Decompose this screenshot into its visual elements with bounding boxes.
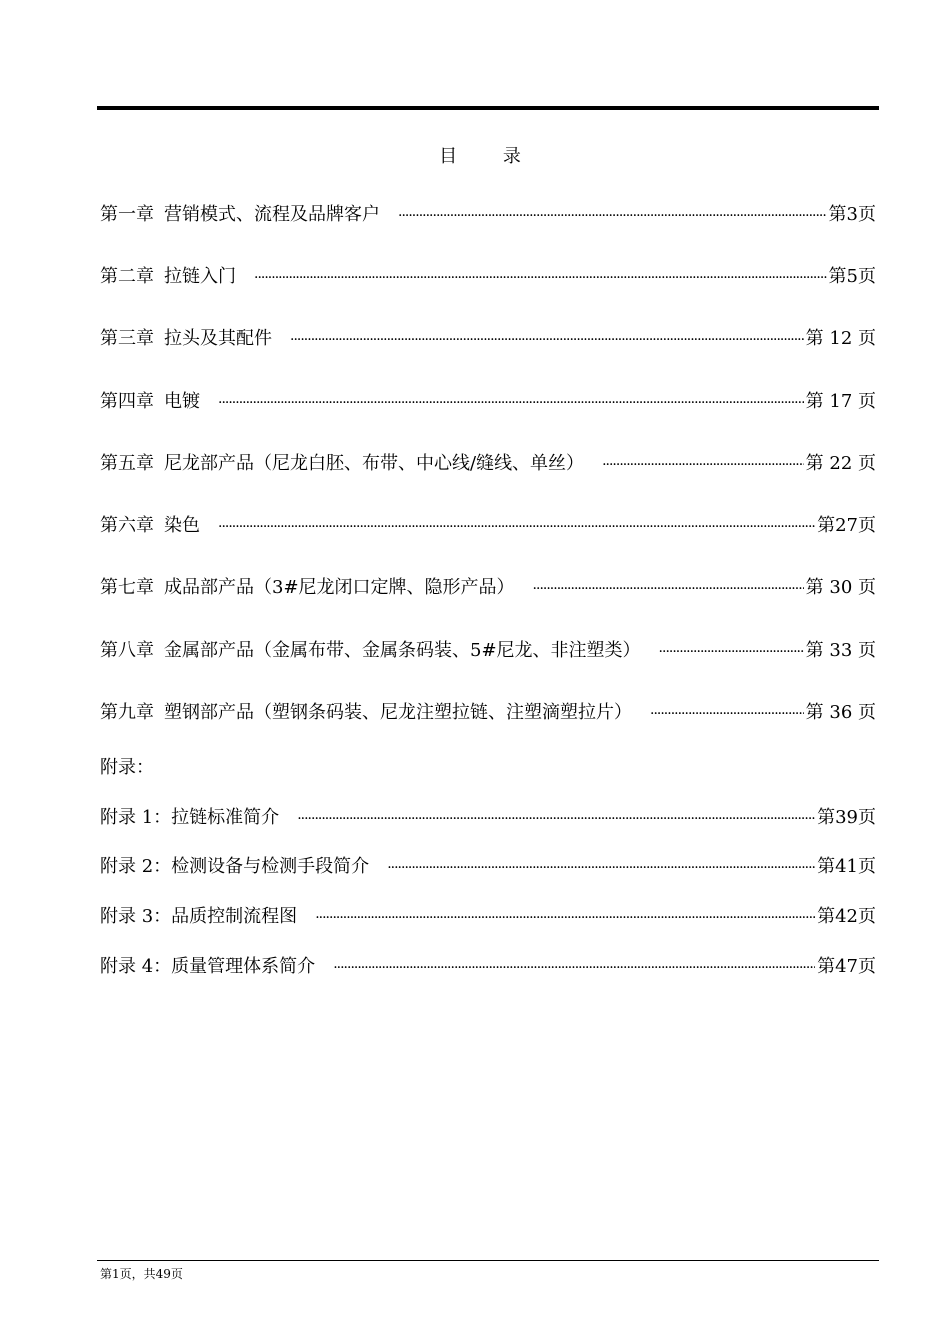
page-ref: 第 36 页 bbox=[805, 702, 876, 723]
chapter-title: 塑钢部产品（塑钢条码装、尼龙注塑拉链、注塑滴塑拉片） bbox=[164, 702, 632, 723]
chapter-number: 第六章 bbox=[100, 515, 154, 536]
appendix-label: 附录 3：品质控制流程图 bbox=[100, 906, 298, 927]
dot-leader bbox=[333, 956, 815, 980]
toc-entry-appendix-3[interactable] bbox=[100, 905, 876, 930]
chapter-number: 第四章 bbox=[100, 391, 154, 412]
chapter-title: 拉头及其配件 bbox=[164, 328, 272, 349]
toc-entry-chapter-7[interactable] bbox=[100, 576, 876, 601]
page-ref: 第3页 bbox=[828, 204, 876, 225]
appendix-label: 附录 4：质量管理体系简介 bbox=[100, 956, 316, 977]
toc-entry-appendix-1[interactable] bbox=[100, 806, 876, 831]
toc-entry-chapter-3[interactable] bbox=[100, 327, 876, 352]
toc-entry-chapter-9[interactable] bbox=[100, 701, 876, 726]
page-ref: 第 17 页 bbox=[805, 391, 876, 412]
toc-entry-chapter-4[interactable] bbox=[100, 390, 876, 415]
dot-leader bbox=[218, 391, 804, 415]
chapter-title: 成品部产品（3#尼龙闭口定牌、隐形产品） bbox=[164, 577, 515, 598]
appendix-label: 附录 1：拉链标准简介 bbox=[100, 807, 280, 828]
chapter-number: 第二章 bbox=[100, 266, 154, 287]
toc-entry-chapter-8[interactable] bbox=[100, 639, 876, 664]
chapter-number: 第七章 bbox=[100, 577, 154, 598]
chapter-title: 染色 bbox=[164, 515, 200, 536]
chapter-number: 第三章 bbox=[100, 328, 154, 349]
chapter-number: 第九章 bbox=[100, 702, 154, 723]
toc-entry-appendix-4[interactable] bbox=[100, 955, 876, 980]
toc-entry-appendix-2[interactable] bbox=[100, 855, 876, 880]
toc-title: 目 录 bbox=[439, 146, 541, 167]
page-ref: 第 30 页 bbox=[805, 577, 876, 598]
chapter-title: 尼龙部产品（尼龙白胚、布带、中心线/缝线、单丝） bbox=[164, 453, 585, 474]
footer-rule bbox=[97, 1260, 879, 1261]
dot-leader bbox=[315, 906, 815, 930]
dot-leader bbox=[218, 515, 815, 539]
dot-leader bbox=[602, 453, 804, 477]
page-ref: 第47页 bbox=[817, 956, 876, 977]
dot-leader bbox=[398, 204, 827, 228]
dot-leader bbox=[297, 807, 815, 831]
appendix-heading: 附录： bbox=[100, 757, 154, 778]
toc-entry-chapter-2[interactable] bbox=[100, 265, 876, 290]
page-ref: 第 22 页 bbox=[805, 453, 876, 474]
top-rule bbox=[97, 106, 879, 110]
page-ref: 第27页 bbox=[817, 515, 876, 536]
chapter-title: 营销模式、流程及品牌客户 bbox=[164, 204, 380, 225]
chapter-title: 拉链入门 bbox=[164, 266, 236, 287]
page-ref: 第 33 页 bbox=[805, 640, 876, 661]
chapter-number: 第五章 bbox=[100, 453, 154, 474]
chapter-number: 第八章 bbox=[100, 640, 154, 661]
toc-entry-chapter-5[interactable] bbox=[100, 452, 876, 477]
page-footer: 第1页，共49页 bbox=[100, 1267, 183, 1281]
toc-entry-chapter-1[interactable] bbox=[100, 203, 876, 228]
dot-leader bbox=[659, 640, 804, 664]
chapter-title: 金属部产品（金属布带、金属条码装、5#尼龙、非注塑类） bbox=[164, 640, 641, 661]
dot-leader bbox=[290, 328, 804, 352]
appendix-label: 附录 2：检测设备与检测手段简介 bbox=[100, 856, 370, 877]
chapter-number: 第一章 bbox=[100, 204, 154, 225]
dot-leader bbox=[387, 856, 815, 880]
page-ref: 第39页 bbox=[817, 807, 876, 828]
dot-leader bbox=[533, 577, 804, 601]
dot-leader bbox=[650, 702, 804, 726]
page-ref: 第 12 页 bbox=[805, 328, 876, 349]
page-ref: 第41页 bbox=[817, 856, 876, 877]
toc-entry-chapter-6[interactable] bbox=[100, 514, 876, 539]
page-ref: 第5页 bbox=[828, 266, 876, 287]
dot-leader bbox=[254, 266, 827, 290]
chapter-title: 电镀 bbox=[164, 391, 200, 412]
page-ref: 第42页 bbox=[817, 906, 876, 927]
